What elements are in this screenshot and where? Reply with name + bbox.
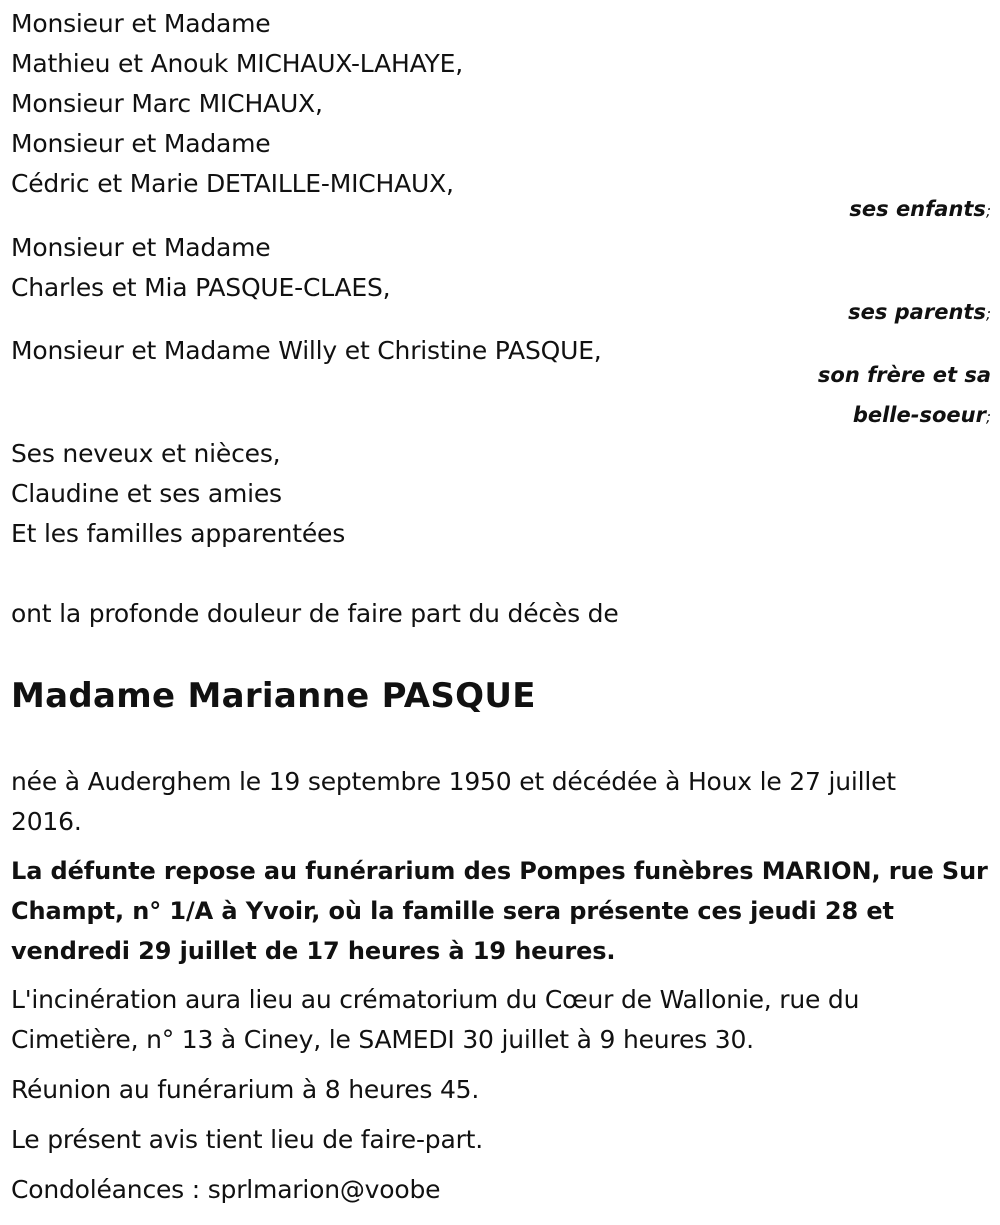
family-line: Monsieur et Madame <box>11 129 271 158</box>
family-line: Monsieur et Madame <box>11 9 271 38</box>
others-block <box>11 434 991 554</box>
cremation-info: L'incinération aura lieu au crématorium du Cœur de Wallonie, rue du Cimetière, n° 13 à Ciney, le SAMEDI 30 juillet à 9 heures 30. <box>11 985 860 1054</box>
relation-label-children: ses enfants; <box>849 197 991 221</box>
family-line: Mathieu et Anouk MICHAUX-LAHAYE, <box>11 49 463 78</box>
gathering-info: Réunion au funérarium à 8 heures 45. <box>11 1075 480 1104</box>
family-line: Charles et Mia PASQUE-CLAES, <box>11 273 391 302</box>
viewing-info: La défunte repose au funérarium des Pompes funèbres MARION, rue Sur Champt, n° 1/A à Yvoir, où la famille sera présente ces jeudi 28 et vendredi 29 juillet de 17 heures à 19 heures. <box>11 857 988 965</box>
family-line: Et les familles apparentées <box>11 519 346 548</box>
announcement-text: ont la profonde douleur de faire part du décès de <box>11 599 619 628</box>
deceased-name: Madame Marianne PASQUE <box>11 676 536 716</box>
family-line: Monsieur et Madame <box>11 233 271 262</box>
relation-label-parents: ses parents; <box>848 300 991 324</box>
condolences-text: Condoléances : sprlmarion@voobe <box>11 1175 441 1204</box>
family-line: Ses neveux et nièces, <box>11 439 281 468</box>
relation-label-siblings: son frère et sa belle-soeur; <box>817 363 991 427</box>
notice-text: Le présent avis tient lieu de faire-part. <box>11 1125 484 1154</box>
birth-death-text: née à Auderghem le 19 septembre 1950 et décédée à Houx le 27 juillet 2016. <box>11 767 896 836</box>
children-block <box>11 4 991 204</box>
family-line: Monsieur et Madame Willy et Christine PASQUE, <box>11 336 602 365</box>
family-line: Claudine et ses amies <box>11 479 282 508</box>
family-line: Cédric et Marie DETAILLE-MICHAUX, <box>11 169 454 198</box>
family-line: Monsieur Marc MICHAUX, <box>11 89 323 118</box>
